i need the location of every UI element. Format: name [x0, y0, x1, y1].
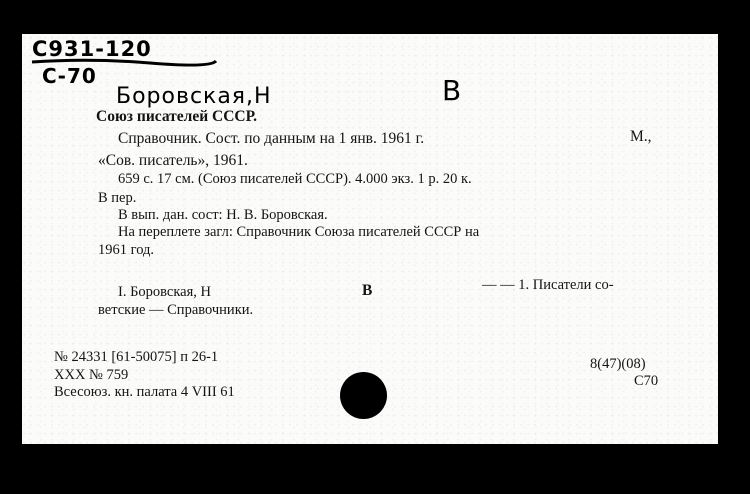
org-title: Союз писателей СССР.: [96, 108, 258, 125]
catalog-series: XXX № 759: [54, 367, 129, 383]
physical-description: 659 с. 17 см. (Союз писателей СССР). 4.000 экз. 1 р. 20 к.: [118, 171, 472, 187]
subject-heading-cont: ветские — Справочники.: [98, 302, 254, 318]
compiler-note: В вып. дан. сост: Н. В. Боровская.: [118, 207, 328, 223]
handwritten-letter: В: [442, 74, 463, 107]
handwritten-shelf-mark-2: С-70: [42, 64, 97, 88]
title-line: Справочник. Сост. по данным на 1 янв. 1961 г.: [118, 130, 425, 147]
cover-title-note-cont: 1961 год.: [98, 242, 155, 258]
cover-title-note: На переплете загл: Справочник Союза писателей СССР на: [118, 224, 480, 240]
added-entry-author: I. Боровская, Н: [118, 284, 212, 300]
book-chamber-line: Всесоюз. кн. палата 4 VIII 61: [54, 384, 235, 400]
handwritten-shelf-mark: С931-120: [32, 37, 152, 61]
classification-code: 8(47)(08): [590, 356, 646, 372]
card-punch-hole: [340, 372, 387, 419]
catalog-number: № 24331 [61-50075] п 26-1: [54, 349, 219, 365]
publisher-line: «Сов. писатель», 1961.: [98, 152, 248, 169]
added-entry-letter: В: [362, 282, 373, 299]
subject-heading: — — 1. Писатели со-: [482, 277, 614, 293]
handwritten-author: Боровская,Н: [116, 84, 272, 109]
publication-place: М.,: [630, 128, 652, 145]
binding-note: В пер.: [98, 190, 137, 206]
classification-mark: С70: [634, 373, 659, 389]
